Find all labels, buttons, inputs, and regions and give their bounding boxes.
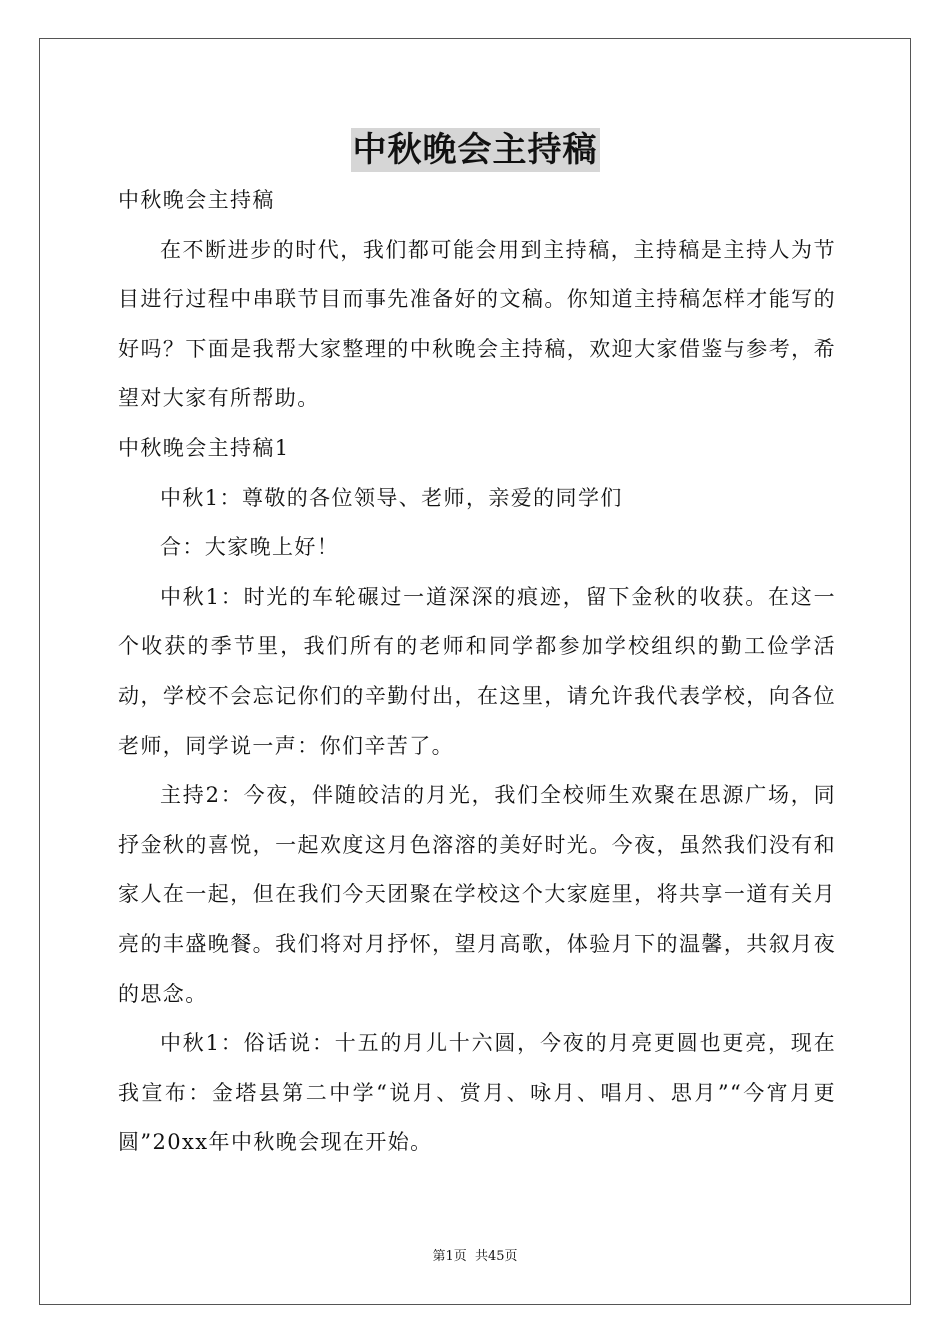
page-footer (0, 1248, 950, 1266)
paragraph-host1: 中秋1：时光的车轮碾过一道深深的痕迹，留下金秋的收获。在这一个收获的季节里，我们所有的老师和同学都参加学校组织的勤工俭学活动，学校不会忘记你们的辛勤付出，在这里，请允许我代表学校，向各位老师，同学说一声：你们辛苦了。 (118, 584, 836, 758)
paragraph-intro: 在不断进步的时代，我们都可能会用到主持稿，主持稿是主持人为节目进行过程中串联节目而事先准备好的文稿。你知道主持稿怎样才能写的好吗？下面是我帮大家整理的中秋晚会主持稿，欢迎大家借鉴与参考，希望对大家有所帮助。 (118, 237, 836, 411)
title-container (0, 128, 950, 172)
page-total: 共45页 (474, 1249, 518, 1264)
paragraph-greeting: 中秋1：尊敬的各位领导、老师，亲爱的同学们 (160, 485, 623, 510)
page-number: 第1页 (432, 1249, 467, 1264)
paragraph-host2: 主持2：今夜，伴随皎洁的月光，我们全校师生欢聚在思源广场，同抒金秋的喜悦，一起欢度这月色溶溶的美好时光。今夜，虽然我们没有和家人在一起，但在我们今天团聚在学校这个大家庭里，将共享一道有关月亮的丰盛晚餐。我们将对月抒怀，望月高歌，体验月下的温馨，共叙月夜的思念。 (118, 783, 836, 1006)
paragraph-section-title: 中秋晚会主持稿1 (118, 435, 290, 460)
paragraph-opening: 中秋1：俗话说：十五的月儿十六圆，今夜的月亮更圆也更亮，现在我宣布：金塔县第二中学“说月、赏月、咏月、唱月、思月”“今宵月更圆”20xx年中秋晚会现在开始。 (118, 1031, 836, 1155)
paragraph-together: 合：大家晚上好！ (160, 535, 340, 560)
document-title: 中秋晚会主持稿 (352, 130, 598, 170)
paragraph-heading: 中秋晚会主持稿 (118, 188, 275, 212)
document-body (118, 176, 836, 1168)
